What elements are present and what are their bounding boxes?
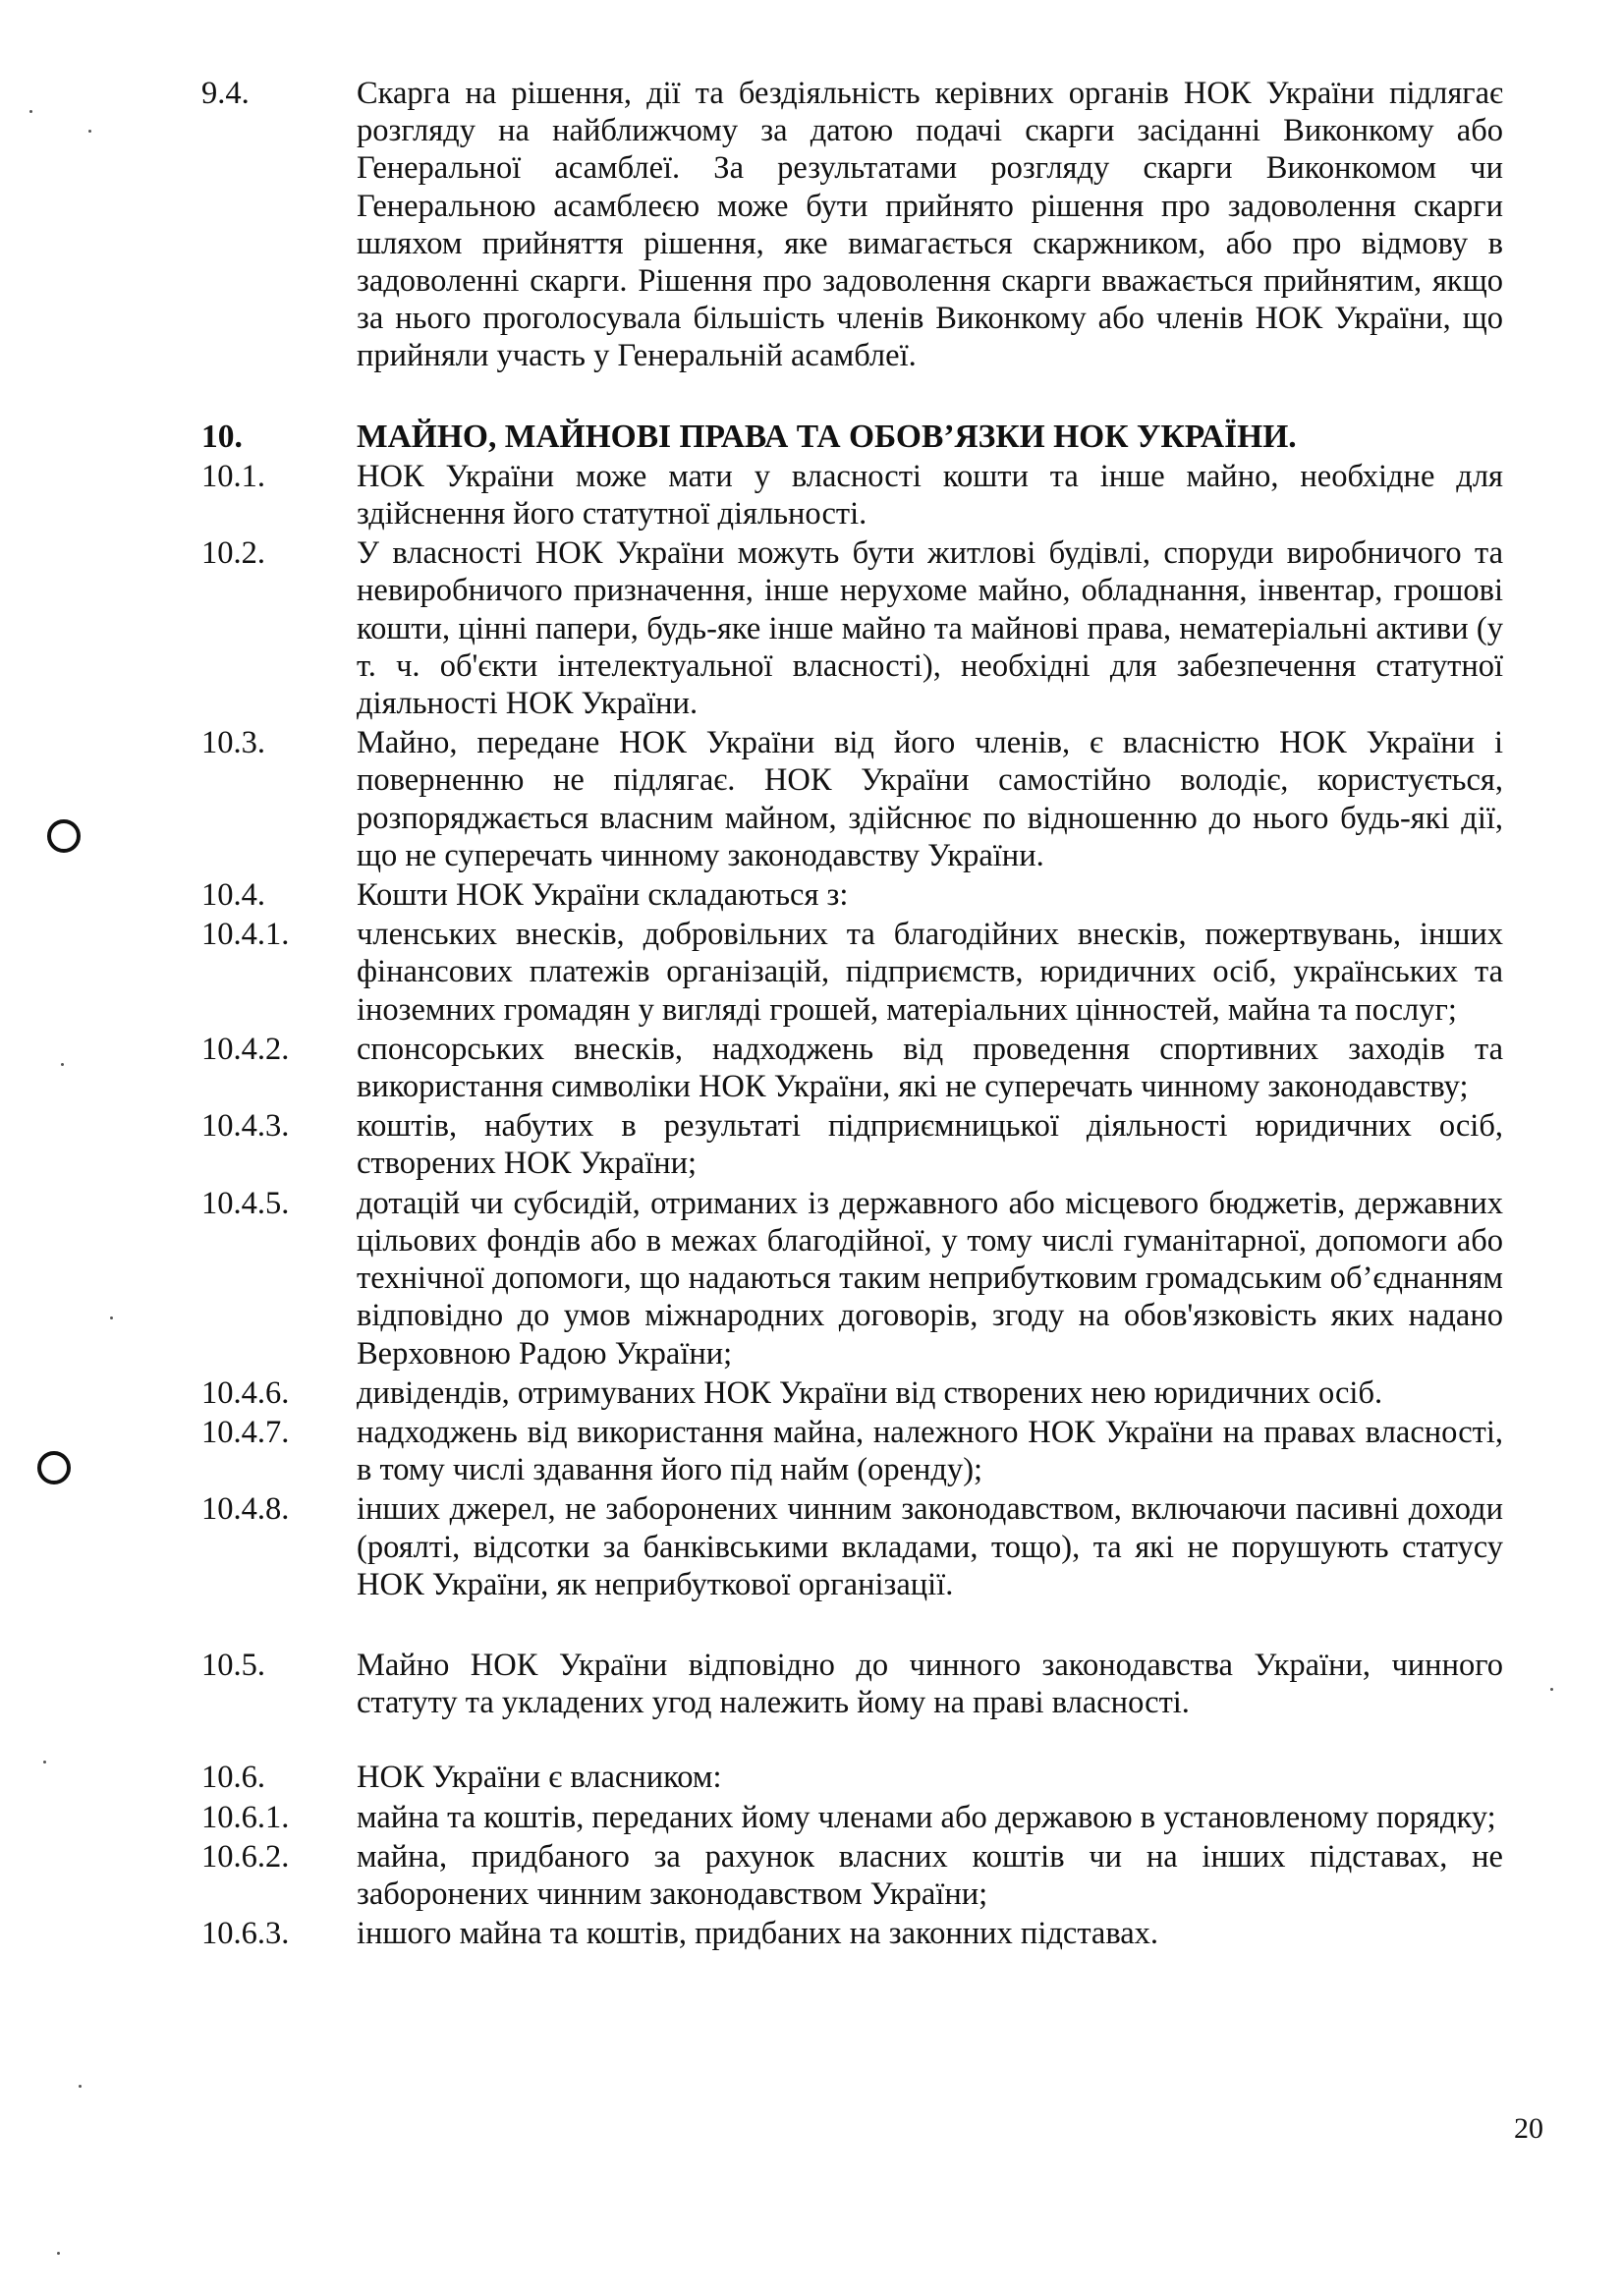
clause-10-6-3	[201, 1915, 1503, 1952]
document-body	[201, 75, 1503, 1952]
clause-text: дотацій чи субсидій, отриманих із державного або місцевого бюджетів, державних цільових фондів або в межах благодійної, у тому числі гуманітарної, допомоги або технічної допомоги, що надаються таким неприбутковим громадським об’єднанням відповідно до умов міжнародних договорів, згоду на обов'язковість яких надано Верховною Радою України;	[357, 1185, 1503, 1372]
clause-10-4-7	[201, 1414, 1503, 1488]
clause-text: надходжень від використання майна, належного НОК України на правах власності, в тому числі здавання його під найм (оренду);	[357, 1414, 1503, 1488]
clause-number: 10.6.1.	[201, 1799, 290, 1835]
clause-10-4-3	[201, 1107, 1503, 1182]
clause-9-4	[201, 75, 1503, 375]
clause-number: 10.4.	[201, 877, 265, 914]
clause-number: 10.3.	[201, 725, 265, 761]
clause-text: Майно, передане НОК України від його членів, є власністю НОК України і поверненню не підлягає. НОК України самостійно володіє, користується, розпоряджається власним майном, здійснює по відношенню до нього будь-які дії, що не суперечать чинному законодавству України.	[357, 725, 1503, 873]
clause-10-4-2	[201, 1031, 1503, 1105]
clause-10-4-5	[201, 1185, 1503, 1372]
punch-hole-mark	[37, 1451, 71, 1484]
clause-number: 10.1.	[201, 458, 265, 494]
scan-speck	[79, 2085, 82, 2088]
clause-number: 10.2.	[201, 535, 265, 572]
clause-number: 10.4.3.	[201, 1108, 290, 1145]
clause-text: майна та коштів, переданих йому членами або державою в установленому порядку;	[357, 1799, 1496, 1835]
page-number: 20	[1514, 2112, 1543, 2145]
clause-text: НОК України може мати у власності кошти та інше майно, необхідне для здійснення його статутної діяльності.	[357, 458, 1503, 532]
clause-number: 10.6.2.	[201, 1838, 290, 1875]
clause-number: 10.6.3.	[201, 1916, 290, 1952]
scan-speck	[43, 1761, 46, 1764]
clause-10-6	[201, 1759, 1503, 1796]
clause-number: 10.6.	[201, 1760, 265, 1796]
clause-10-1	[201, 458, 1503, 532]
clause-text: Скарга на рішення, дії та бездіяльність керівних органів НОК України підлягає розгляду на найближчому за датою подачі скарги засіданні Виконкому або Генеральної асамблеї. За результатами розгляду скарги Виконкомом чи Генеральною асамблеєю може бути прийнято рішення про задоволення скарги шляхом прийняття рішення, яке вимагається скаржником, або про відмову в задоволенні скарги. Рішення про задоволення скарги вважається прийнятим, якщо за нього проголосувала більшість членів Виконкому або членів НОК України, що прийняли участь у Генеральній асамблеї.	[357, 76, 1503, 374]
clause-text: дивідендів, отримуваних НОК України від створених нею юридичних осіб.	[357, 1374, 1383, 1411]
clause-number: 10.4.6.	[201, 1374, 290, 1411]
clause-text: іншого майна та коштів, придбаних на законних підставах.	[357, 1916, 1159, 1952]
clause-10-4-1	[201, 916, 1503, 1029]
clause-text: членських внесків, добровільних та благодійних внесків, пожертвувань, інших фінансових платежів організацій, підприємств, юридичних осіб, українських та іноземних громадян у вигляді грошей, матеріальних цінностей, майна та послуг;	[357, 917, 1503, 1028]
clause-10-2	[201, 534, 1503, 722]
clause-number: 10.4.5.	[201, 1185, 290, 1221]
scan-speck	[57, 2252, 60, 2255]
clause-text: НОК України є власником:	[357, 1760, 722, 1796]
clause-number: 10.4.8.	[201, 1491, 290, 1528]
clause-10-3	[201, 724, 1503, 874]
clause-number: 10.4.7.	[201, 1414, 290, 1450]
clause-10-6-2	[201, 1838, 1503, 1913]
clause-10-6-1	[201, 1799, 1503, 1836]
clause-text: майна, придбаного за рахунок власних коштів чи на інших підставах, не заборонених чинним законодавством України;	[357, 1838, 1503, 1912]
clause-text: Майно НОК України відповідно до чинного законодавства України, чинного статуту та укладених угод належить йому на праві власності.	[357, 1647, 1503, 1721]
clause-number: 9.4.	[201, 76, 250, 111]
clause-10-4-8	[201, 1490, 1503, 1603]
clause-number: 10.4.1.	[201, 917, 290, 953]
scan-speck	[88, 130, 91, 133]
punch-hole-mark	[47, 819, 81, 853]
clause-text: коштів, набутих в результаті підприємницької діяльності юридичних осіб, створених НОК України;	[357, 1108, 1503, 1182]
clause-10-4	[201, 876, 1503, 914]
clause-number: 10.4.2.	[201, 1031, 290, 1067]
scan-speck	[29, 110, 32, 113]
clause-text: Кошти НОК України складаються з:	[357, 877, 849, 914]
scan-speck	[61, 1063, 64, 1066]
section-number: 10.	[201, 418, 243, 455]
clause-number: 10.5.	[201, 1647, 265, 1683]
clause-text: У власності НОК України можуть бути житлові будівлі, споруди виробничого та невиробничого призначення, інше нерухоме майно, обладнання, інвентар, грошові кошти, цінні папери, будь-яке інше майно та майнові права, нематеріальні активи (у т. ч. об'єкти інтелектуальної власності), необхідні для забезпечення статутної діяльності НОК України.	[357, 535, 1503, 722]
clause-10-5	[201, 1647, 1503, 1721]
section-title: МАЙНО, МАЙНОВІ ПРАВА ТА ОБОВ’ЯЗКИ НОК УКРАЇНИ.	[357, 418, 1297, 455]
clause-text: спонсорських внесків, надходжень від проведення спортивних заходів та використання символіки НОК України, які не суперечать чинному законодавству;	[357, 1031, 1503, 1105]
clause-text: інших джерел, не заборонених чинним законодавством, включаючи пасивні доходи (роялті, відсотки за банківськими вкладами, тощо), та які не порушують статусу НОК України, як неприбуткової організації.	[357, 1491, 1503, 1602]
scan-speck	[110, 1316, 113, 1319]
scan-speck	[1550, 1688, 1553, 1691]
section-heading-10	[201, 419, 1503, 456]
clause-10-4-6	[201, 1374, 1503, 1412]
